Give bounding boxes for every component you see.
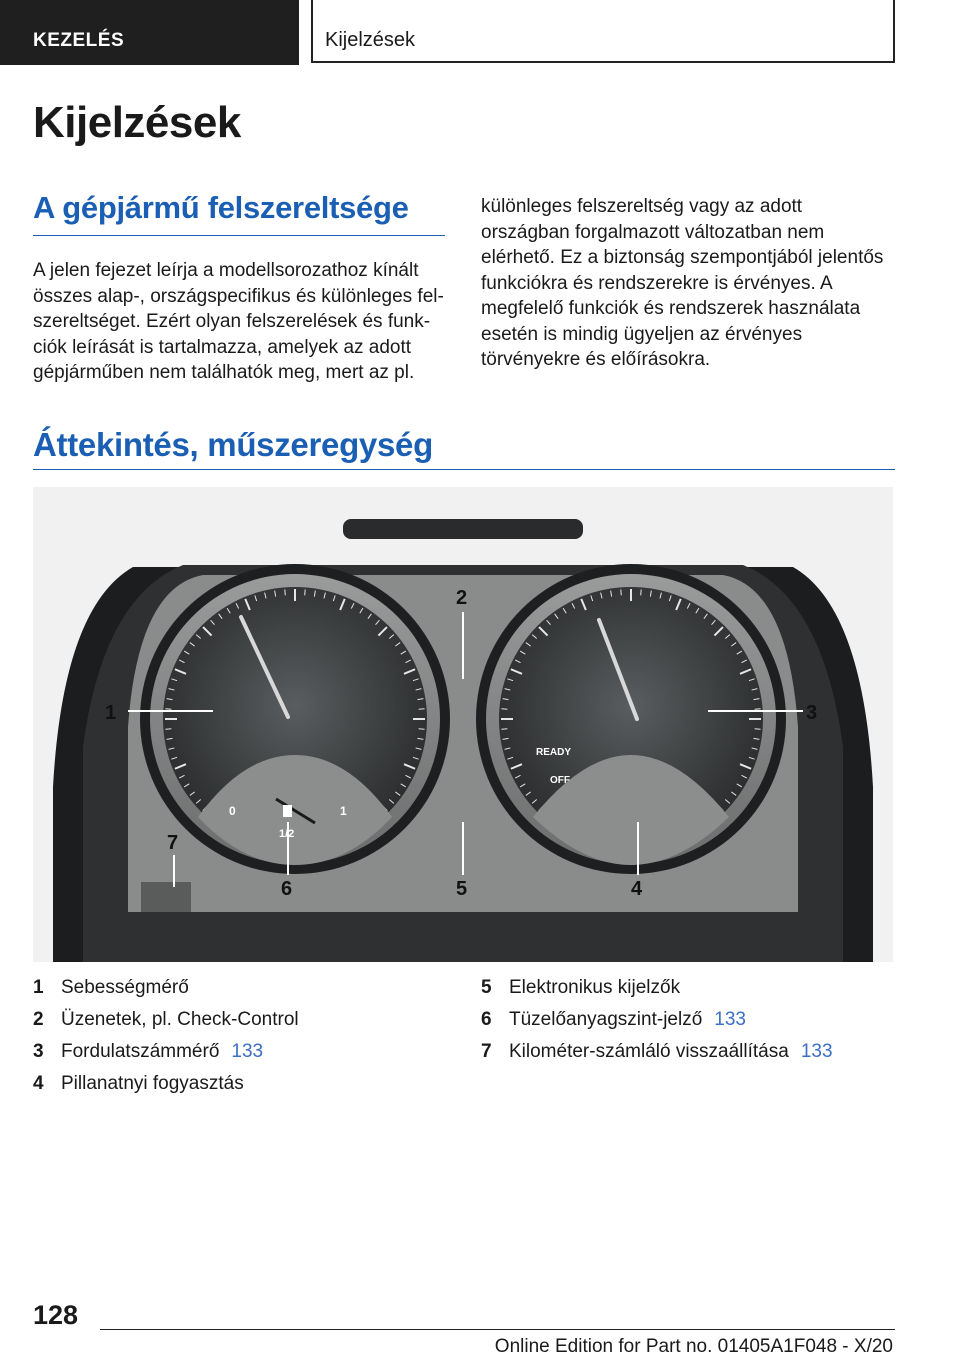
legend-list-left xyxy=(33,976,311,1104)
fuel-pump-icon xyxy=(283,805,292,817)
legend-number: 2 xyxy=(33,1009,44,1030)
legend-item xyxy=(481,1040,833,1072)
legend-item xyxy=(33,976,311,1008)
callout-7: 7 xyxy=(167,832,179,854)
callout-6: 6 xyxy=(281,878,293,900)
header-section-tab xyxy=(0,0,299,65)
legend-item xyxy=(481,976,833,1008)
callout-2: 2 xyxy=(456,587,468,609)
section-rule-equipment xyxy=(33,235,445,236)
legend-label: Üzenetek, pl. Check-Control xyxy=(61,1009,299,1030)
legend-label: Pillanatnyi fogyasztás xyxy=(61,1073,244,1094)
paragraph-equipment-1: A jelen fejezet leírja a modellsorozathoz kínált összes alap-, országspecifikus és különleges felszereltséget. Ezért olyan felszerelések és funkciók leírását is tartalmazza, amelyek az adott gépjárműben nem találhatók meg, mert az pl. xyxy=(33,260,444,383)
legend-number: 3 xyxy=(33,1041,44,1062)
legend-number: 6 xyxy=(481,1009,492,1030)
legend-label: Fordulatszámmérő xyxy=(61,1041,220,1062)
footer-rule xyxy=(100,1329,895,1330)
callout-4: 4 xyxy=(631,878,643,900)
legend-item xyxy=(33,1040,311,1072)
section-title-overview: Áttekintés, műszeregység xyxy=(33,426,433,463)
footer-edition: Online Edition for Part no. 01405A1F048 - X/20 xyxy=(494,1336,893,1357)
speedometer-gauge xyxy=(140,564,450,874)
callout-1: 1 xyxy=(105,702,117,724)
legend-label: Kilométer-számláló visszaállítása xyxy=(509,1041,789,1062)
legend-label: Sebességmérő xyxy=(61,977,189,998)
legend-list-right xyxy=(481,976,833,1072)
header-chapter-tab xyxy=(311,0,895,63)
legend-number: 1 xyxy=(33,977,44,998)
legend-number: 4 xyxy=(33,1073,44,1094)
legend-label: Tüzelőanyagszint-jelző xyxy=(509,1009,703,1030)
cluster-hood xyxy=(343,519,583,539)
section-title-equipment: A gépjármű felszereltsége xyxy=(33,190,409,225)
legend-item xyxy=(33,1008,311,1040)
header-chapter-label: Kijelzések xyxy=(325,29,416,51)
off-indicator: OFF xyxy=(550,775,570,786)
instrument-cluster-illustration xyxy=(33,487,893,962)
paragraph-equipment-2: különleges felszereltség vagy az adott országban forgalmazott változatban nem elérhető. Ez a biztonság szempontjából jelentős funkciókra és rendszerekre is érvényes. A megfelelő funkciók és rendszerek használata esetén is mindig ügyeljen az érvényes törvényekre és előírásokra. xyxy=(481,196,884,370)
fuel-scale-half: 1/2 xyxy=(279,828,295,840)
legend-number: 5 xyxy=(481,977,492,998)
fuel-scale-one: 1 xyxy=(340,804,347,818)
section-rule-overview xyxy=(33,469,895,470)
ready-indicator: READY xyxy=(536,747,572,758)
page-title: Kijelzések xyxy=(33,98,241,147)
legend-page-ref[interactable]: 133 xyxy=(231,1041,264,1062)
reset-button-area xyxy=(141,882,191,912)
page-number: 128 xyxy=(33,1300,79,1330)
legend-label: Elektronikus kijelzők xyxy=(509,977,681,998)
header-section-label: KEZELÉS xyxy=(33,30,125,51)
legend-number: 7 xyxy=(481,1041,492,1062)
legend-item xyxy=(33,1072,311,1104)
tachometer-gauge xyxy=(476,564,786,874)
legend-item xyxy=(481,1008,833,1040)
callout-5: 5 xyxy=(456,878,468,900)
legend-page-ref[interactable]: 133 xyxy=(714,1009,746,1030)
instrument-cluster-figure xyxy=(33,487,893,962)
callout-3: 3 xyxy=(806,702,818,724)
fuel-scale-zero: 0 xyxy=(229,804,236,818)
legend-page-ref[interactable]: 133 xyxy=(800,1041,833,1062)
